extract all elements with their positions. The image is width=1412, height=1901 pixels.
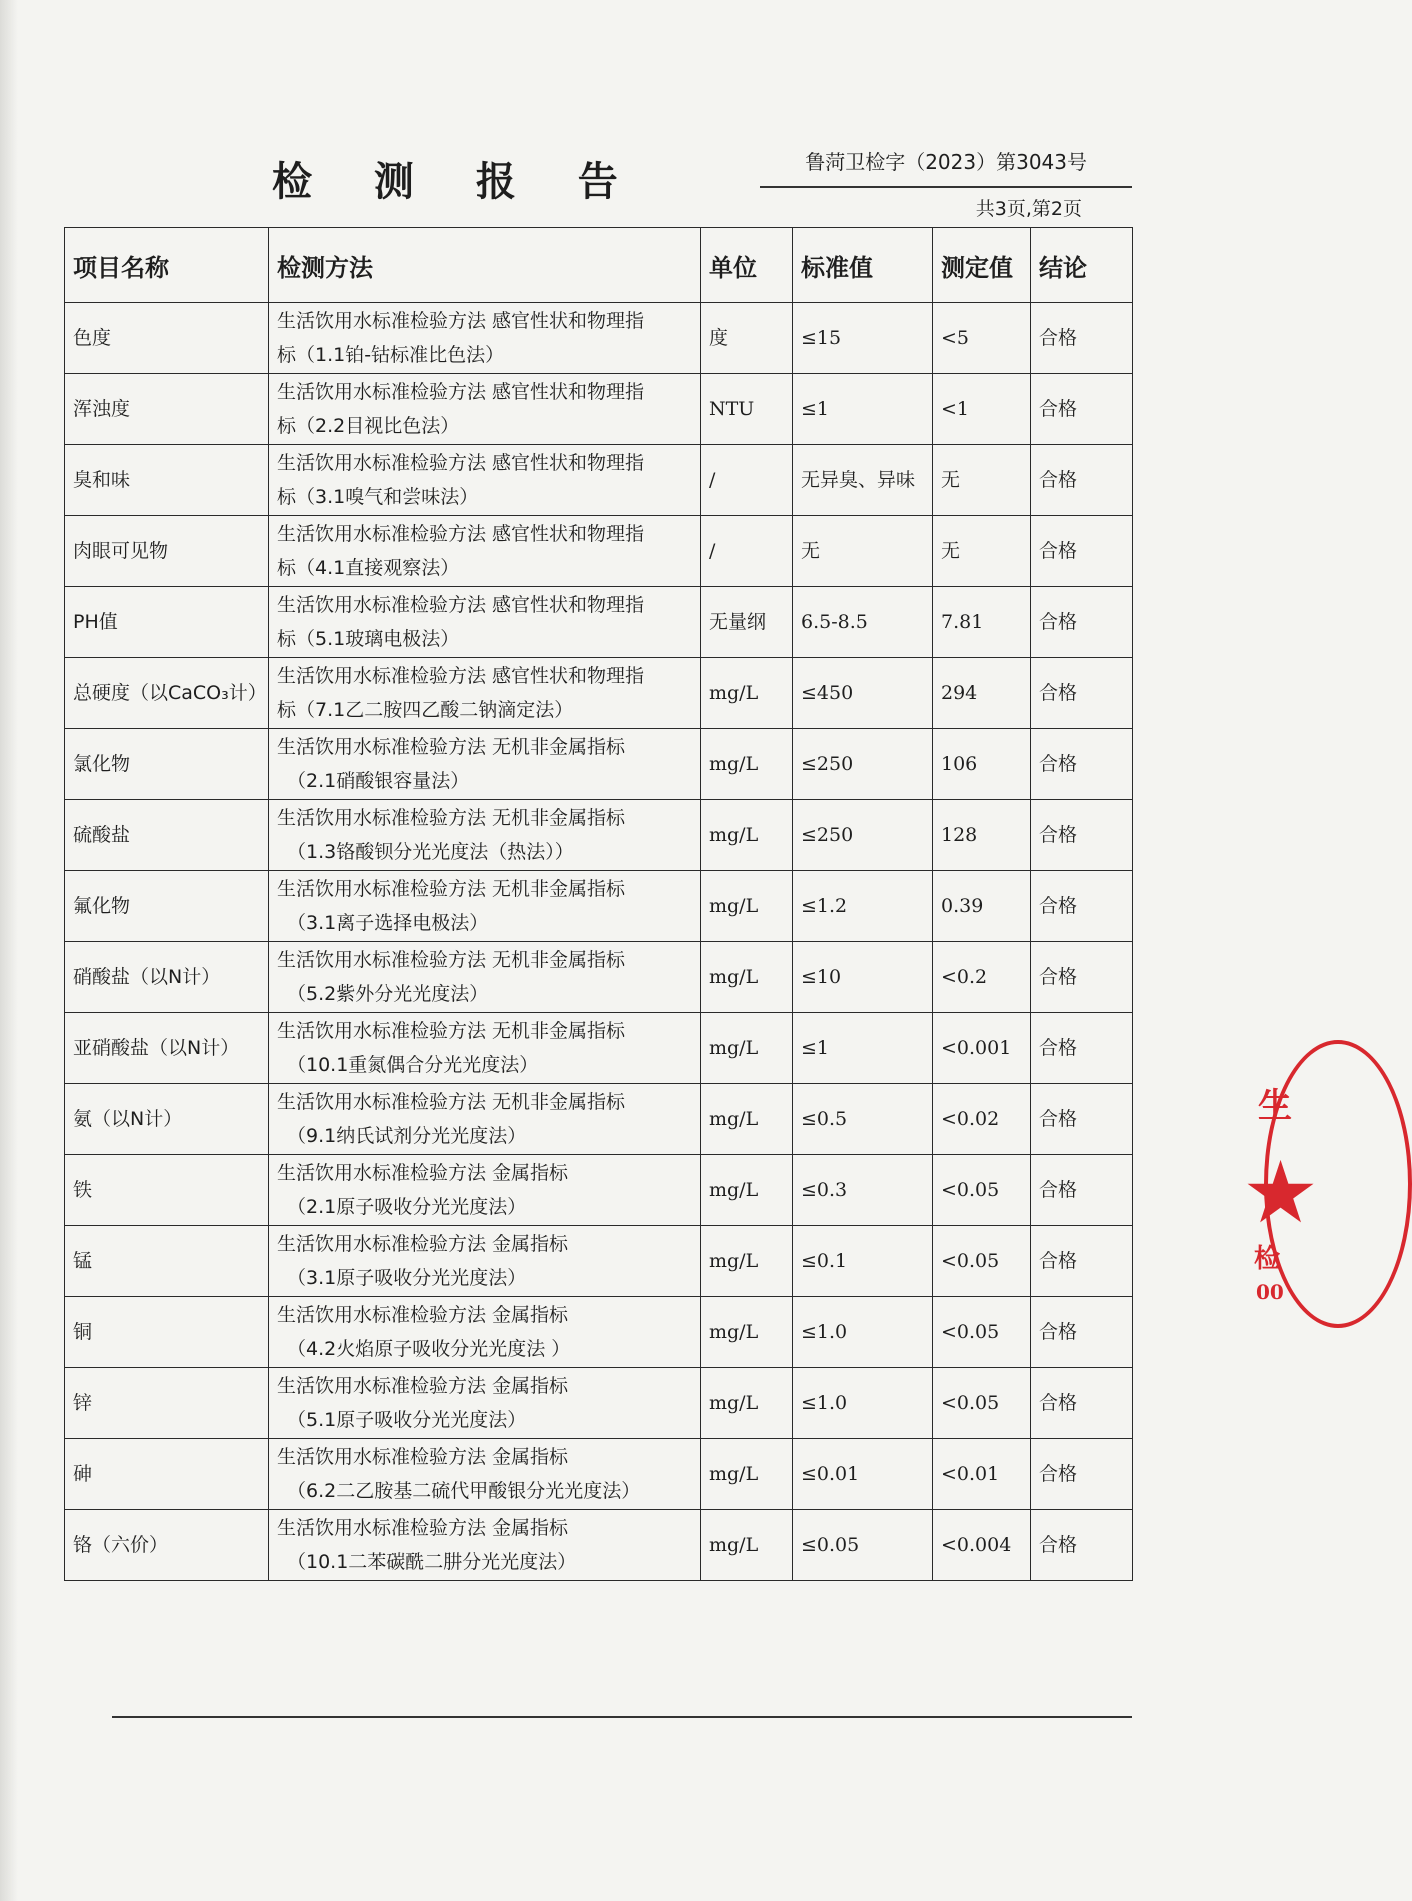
conclusion: 合格 bbox=[1031, 445, 1133, 516]
table-row bbox=[65, 587, 1133, 658]
results-table bbox=[64, 227, 1133, 1581]
standard-value: ≤0.1 bbox=[793, 1226, 933, 1297]
conclusion: 合格 bbox=[1031, 303, 1133, 374]
item-name: 氨（以N计） bbox=[65, 1084, 269, 1155]
method-line-1: 生活饮用水标准检验方法 感官性状和物理指 bbox=[277, 310, 645, 332]
standard-value: ≤250 bbox=[793, 729, 933, 800]
item-name: 氯化物 bbox=[65, 729, 269, 800]
method-line-1: 生活饮用水标准检验方法 无机非金属指标 bbox=[277, 1091, 626, 1113]
measured-value: <0.2 bbox=[933, 942, 1031, 1013]
test-method bbox=[269, 1510, 701, 1581]
item-name: 臭和味 bbox=[65, 445, 269, 516]
unit: mg/L bbox=[701, 871, 793, 942]
method-line-1: 生活饮用水标准检验方法 金属指标 bbox=[277, 1375, 569, 1397]
item-name: 亚硝酸盐（以N计） bbox=[65, 1013, 269, 1084]
table-row bbox=[65, 516, 1133, 587]
footer-divider bbox=[112, 1716, 1132, 1718]
method-line-1: 生活饮用水标准检验方法 感官性状和物理指 bbox=[277, 381, 645, 403]
conclusion: 合格 bbox=[1031, 587, 1133, 658]
unit: mg/L bbox=[701, 1368, 793, 1439]
measured-value: <0.05 bbox=[933, 1155, 1031, 1226]
table-row bbox=[65, 871, 1133, 942]
standard-value: ≤1.0 bbox=[793, 1368, 933, 1439]
item-name: 铜 bbox=[65, 1297, 269, 1368]
measured-value: <0.05 bbox=[933, 1297, 1031, 1368]
table-row bbox=[65, 1439, 1133, 1510]
unit: / bbox=[701, 516, 793, 587]
table-row bbox=[65, 1510, 1133, 1581]
unit: mg/L bbox=[701, 729, 793, 800]
item-name: 硝酸盐（以N计） bbox=[65, 942, 269, 1013]
measured-value: 128 bbox=[933, 800, 1031, 871]
conclusion: 合格 bbox=[1031, 871, 1133, 942]
standard-value: ≤0.5 bbox=[793, 1084, 933, 1155]
report-number: 鲁菏卫检字（2023）第3043号 bbox=[805, 150, 1087, 174]
method-line-2: （3.1原子吸收分光光度法） bbox=[287, 1267, 527, 1289]
method-line-1: 生活饮用水标准检验方法 无机非金属指标 bbox=[277, 736, 626, 758]
test-method bbox=[269, 1439, 701, 1510]
standard-value: ≤0.3 bbox=[793, 1155, 933, 1226]
standard-value: ≤0.01 bbox=[793, 1439, 933, 1510]
method-line-1: 生活饮用水标准检验方法 无机非金属指标 bbox=[277, 1020, 626, 1042]
conclusion: 合格 bbox=[1031, 1368, 1133, 1439]
column-header-measured: 测定值 bbox=[933, 228, 1031, 303]
table-row bbox=[65, 729, 1133, 800]
column-header-method: 检测方法 bbox=[269, 228, 701, 303]
test-method bbox=[269, 516, 701, 587]
conclusion: 合格 bbox=[1031, 658, 1133, 729]
method-line-2: （2.1原子吸收分光光度法） bbox=[287, 1196, 527, 1218]
table-row bbox=[65, 1084, 1133, 1155]
unit: 度 bbox=[701, 303, 793, 374]
method-line-2: （4.2火焰原子吸收分光光度法 ） bbox=[287, 1338, 571, 1360]
measured-value: <0.01 bbox=[933, 1439, 1031, 1510]
method-line-2: 标（4.1直接观察法） bbox=[277, 557, 460, 579]
standard-value: ≤250 bbox=[793, 800, 933, 871]
unit: mg/L bbox=[701, 800, 793, 871]
unit: mg/L bbox=[701, 1084, 793, 1155]
item-name: 浑浊度 bbox=[65, 374, 269, 445]
unit: 无量纲 bbox=[701, 587, 793, 658]
seal-star-icon: ★ bbox=[1242, 1143, 1320, 1243]
header-divider bbox=[760, 186, 1132, 188]
conclusion: 合格 bbox=[1031, 1297, 1133, 1368]
table-row bbox=[65, 374, 1133, 445]
measured-value: 无 bbox=[933, 516, 1031, 587]
test-method bbox=[269, 1226, 701, 1297]
item-name: 氟化物 bbox=[65, 871, 269, 942]
item-name: 色度 bbox=[65, 303, 269, 374]
conclusion: 合格 bbox=[1031, 729, 1133, 800]
conclusion: 合格 bbox=[1031, 516, 1133, 587]
column-header-standard: 标准值 bbox=[793, 228, 933, 303]
method-line-2: （5.2紫外分光光度法） bbox=[287, 983, 489, 1005]
method-line-1: 生活饮用水标准检验方法 金属指标 bbox=[277, 1517, 569, 1539]
measured-value: 7.81 bbox=[933, 587, 1031, 658]
standard-value: ≤450 bbox=[793, 658, 933, 729]
measured-value: 294 bbox=[933, 658, 1031, 729]
method-line-2: 标（7.1乙二胺四乙酸二钠滴定法） bbox=[277, 699, 574, 721]
measured-value: <0.05 bbox=[933, 1368, 1031, 1439]
test-method bbox=[269, 374, 701, 445]
column-header-conclusion: 结论 bbox=[1031, 228, 1133, 303]
table-row bbox=[65, 303, 1133, 374]
test-method bbox=[269, 800, 701, 871]
table-row bbox=[65, 942, 1133, 1013]
measured-value: 106 bbox=[933, 729, 1031, 800]
method-line-1: 生活饮用水标准检验方法 无机非金属指标 bbox=[277, 807, 626, 829]
column-header-item: 项目名称 bbox=[65, 228, 269, 303]
test-method bbox=[269, 587, 701, 658]
method-line-2: （9.1纳氏试剂分光光度法） bbox=[287, 1125, 527, 1147]
table-row bbox=[65, 1297, 1133, 1368]
method-line-2: （6.2二乙胺基二硫代甲酸银分光光度法） bbox=[287, 1480, 641, 1502]
table-row bbox=[65, 658, 1133, 729]
item-name: 总硬度（以CaCO₃计） bbox=[65, 658, 269, 729]
method-line-1: 生活饮用水标准检验方法 金属指标 bbox=[277, 1446, 569, 1468]
unit: mg/L bbox=[701, 1155, 793, 1226]
measured-value: <0.004 bbox=[933, 1510, 1031, 1581]
standard-value: 无 bbox=[793, 516, 933, 587]
official-seal bbox=[1240, 1040, 1350, 1340]
conclusion: 合格 bbox=[1031, 800, 1133, 871]
conclusion: 合格 bbox=[1031, 1226, 1133, 1297]
conclusion: 合格 bbox=[1031, 1155, 1133, 1226]
measured-value: <0.001 bbox=[933, 1013, 1031, 1084]
item-name: 锌 bbox=[65, 1368, 269, 1439]
method-line-2: （10.1重氮偶合分光光度法） bbox=[287, 1054, 539, 1076]
method-line-1: 生活饮用水标准检验方法 金属指标 bbox=[277, 1304, 569, 1326]
test-method bbox=[269, 658, 701, 729]
test-method bbox=[269, 1013, 701, 1084]
test-method bbox=[269, 445, 701, 516]
unit: mg/L bbox=[701, 1510, 793, 1581]
item-name: 锰 bbox=[65, 1226, 269, 1297]
standard-value: ≤10 bbox=[793, 942, 933, 1013]
table-row bbox=[65, 445, 1133, 516]
item-name: 肉眼可见物 bbox=[65, 516, 269, 587]
seal-text: 检 bbox=[1254, 1244, 1281, 1274]
measured-value: <0.05 bbox=[933, 1226, 1031, 1297]
measured-value: 0.39 bbox=[933, 871, 1031, 942]
unit: mg/L bbox=[701, 1226, 793, 1297]
method-line-1: 生活饮用水标准检验方法 无机非金属指标 bbox=[277, 878, 626, 900]
report-title: 检 测 报 告 bbox=[272, 158, 642, 205]
seal-text: 生 bbox=[1258, 1086, 1292, 1126]
standard-value: 6.5-8.5 bbox=[793, 587, 933, 658]
item-name: 硫酸盐 bbox=[65, 800, 269, 871]
unit: mg/L bbox=[701, 1439, 793, 1510]
test-method bbox=[269, 1368, 701, 1439]
test-method bbox=[269, 729, 701, 800]
conclusion: 合格 bbox=[1031, 942, 1133, 1013]
method-line-2: 标（2.2目视比色法） bbox=[277, 415, 460, 437]
standard-value: ≤15 bbox=[793, 303, 933, 374]
method-line-2: 标（5.1玻璃电极法） bbox=[277, 628, 460, 650]
test-method bbox=[269, 1155, 701, 1226]
method-line-2: （3.1离子选择电极法） bbox=[287, 912, 489, 934]
conclusion: 合格 bbox=[1031, 1439, 1133, 1510]
measured-value: <5 bbox=[933, 303, 1031, 374]
unit: mg/L bbox=[701, 942, 793, 1013]
unit: NTU bbox=[701, 374, 793, 445]
method-line-2: 标（1.1铂-钴标准比色法） bbox=[277, 344, 505, 366]
measured-value: 无 bbox=[933, 445, 1031, 516]
test-method bbox=[269, 1084, 701, 1155]
item-name: PH值 bbox=[65, 587, 269, 658]
method-line-1: 生活饮用水标准检验方法 感官性状和物理指 bbox=[277, 452, 645, 474]
seal-text: 00 bbox=[1256, 1280, 1284, 1304]
method-line-1: 生活饮用水标准检验方法 金属指标 bbox=[277, 1162, 569, 1184]
method-line-2: （10.1二苯碳酰二肼分光光度法） bbox=[287, 1551, 577, 1573]
measured-value: <1 bbox=[933, 374, 1031, 445]
test-method bbox=[269, 303, 701, 374]
method-line-2: （5.1原子吸收分光光度法） bbox=[287, 1409, 527, 1431]
test-method bbox=[269, 871, 701, 942]
page-edge-shadow bbox=[0, 0, 18, 1901]
page-indicator: 共3页,第2页 bbox=[975, 198, 1082, 220]
method-line-1: 生活饮用水标准检验方法 无机非金属指标 bbox=[277, 949, 626, 971]
item-name: 铁 bbox=[65, 1155, 269, 1226]
measured-value: <0.02 bbox=[933, 1084, 1031, 1155]
table-row bbox=[65, 1368, 1133, 1439]
test-method bbox=[269, 942, 701, 1013]
method-line-2: 标（3.1嗅气和尝味法） bbox=[277, 486, 479, 508]
conclusion: 合格 bbox=[1031, 1084, 1133, 1155]
conclusion: 合格 bbox=[1031, 1510, 1133, 1581]
standard-value: ≤1.0 bbox=[793, 1297, 933, 1368]
method-line-2: （2.1硝酸银容量法） bbox=[287, 770, 470, 792]
standard-value: 无异臭、异味 bbox=[793, 445, 933, 516]
standard-value: ≤0.05 bbox=[793, 1510, 933, 1581]
standard-value: ≤1.2 bbox=[793, 871, 933, 942]
unit: / bbox=[701, 445, 793, 516]
table-row bbox=[65, 1013, 1133, 1084]
table-row bbox=[65, 800, 1133, 871]
method-line-1: 生活饮用水标准检验方法 感官性状和物理指 bbox=[277, 665, 645, 687]
column-header-unit: 单位 bbox=[701, 228, 793, 303]
unit: mg/L bbox=[701, 658, 793, 729]
method-line-1: 生活饮用水标准检验方法 感官性状和物理指 bbox=[277, 523, 645, 545]
method-line-2: （1.3铬酸钡分光光度法（热法）） bbox=[287, 841, 574, 863]
item-name: 砷 bbox=[65, 1439, 269, 1510]
table-header-row bbox=[65, 228, 1133, 303]
standard-value: ≤1 bbox=[793, 1013, 933, 1084]
method-line-1: 生活饮用水标准检验方法 金属指标 bbox=[277, 1233, 569, 1255]
test-method bbox=[269, 1297, 701, 1368]
method-line-1: 生活饮用水标准检验方法 感官性状和物理指 bbox=[277, 594, 645, 616]
unit: mg/L bbox=[701, 1013, 793, 1084]
unit: mg/L bbox=[701, 1297, 793, 1368]
table-row bbox=[65, 1155, 1133, 1226]
standard-value: ≤1 bbox=[793, 374, 933, 445]
conclusion: 合格 bbox=[1031, 1013, 1133, 1084]
conclusion: 合格 bbox=[1031, 374, 1133, 445]
item-name: 铬（六价） bbox=[65, 1510, 269, 1581]
table-row bbox=[65, 1226, 1133, 1297]
